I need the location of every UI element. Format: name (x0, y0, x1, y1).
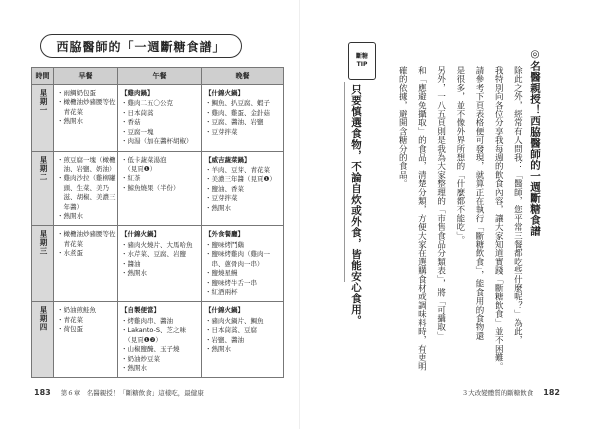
day-cell (32, 85, 54, 152)
day-label: 星期四 (38, 306, 48, 332)
breakfast-cell (54, 302, 118, 378)
meal-item: ・熱開水 (205, 345, 231, 354)
section-heading (528, 48, 543, 237)
day-cell (32, 151, 54, 226)
meal-item: ・青花菜 (57, 315, 83, 324)
meal-item: ・豬肉火鍋片、鯛魚 (205, 316, 264, 325)
meal-item: ・紅茶 (121, 174, 141, 183)
meal-item: ・肉湯（加在醬杯胡椒） (121, 137, 193, 146)
left-footer-text: 第６章 名醫親授！「斷糖飲食」這樣吃，最健康 (60, 389, 204, 397)
dinner-cell (202, 151, 284, 226)
meal-item: ・美濃三年醬（見頁❶） (205, 175, 276, 184)
header-dinner: 晚餐 (202, 68, 284, 85)
meal-item: ・雞肉、雞蛋、金針菇 (205, 108, 270, 117)
meal-item: ・煎豆腐一塊（橄欖 (57, 155, 116, 164)
lunch-cell (118, 226, 202, 302)
meal-heading: 【外食餐廳】 (205, 230, 244, 239)
body-line: 除此之外，經常有人問我：「醫師，您平常三餐都吃些什麼呢？」為此， (512, 66, 523, 345)
page-title: 西脇醫師的「一週斷糖食譜」 (40, 34, 242, 58)
meal-item: ・熱開水 (121, 269, 147, 278)
meal-item: ・鹽味烤牛舌一串 (205, 278, 257, 287)
meal-item: ・豆腐、醬油、岩鹽 (205, 118, 264, 127)
lunch-cell (118, 302, 202, 378)
meal-item: 年醬） (57, 202, 83, 211)
meal-item: ・雞肉沙拉（雞柳罐 (57, 174, 116, 183)
weekly-menu-table (31, 67, 284, 378)
meal-item: ・水煮蛋 (57, 249, 83, 258)
right-footer-text: ３大改變體質的斷糖飲食 (461, 389, 534, 397)
meal-item: ・熱開水 (205, 203, 231, 212)
meal-item: ・日本茼蒿 (121, 108, 154, 117)
meal-item: ・鹽味烤鬥鷄 (205, 240, 244, 249)
meal-item: 頭、生菜、美乃 (57, 183, 109, 192)
meal-item: 滋、胡椒、美濃三 (57, 193, 116, 202)
table-row (32, 85, 284, 152)
body-line: 另外，一八五頁則是我為大家整理的「市售食品分類表」，將「可攝取」 (435, 66, 446, 341)
body-line: 確的依據，避開含糖分的食品。 (397, 66, 408, 188)
meal-item: ・岩鹽、醬油 (205, 335, 244, 344)
meal-item: ・鹽味烤雞肉（雞肉一 (205, 250, 270, 259)
meal-item: ・山椒鹽醃、玉子燒 (121, 345, 180, 354)
meal-item: ・烤雞肉串、醬油 (121, 316, 173, 325)
meal-item: ・日本茼蒿、豆腐 (205, 326, 257, 335)
table-row (32, 226, 284, 302)
right-footer (462, 388, 560, 397)
meal-item: ・荷包蛋 (57, 325, 83, 334)
meal-item: ・雨鯛奶包蛋 (57, 89, 96, 97)
meal-heading: 【自製便當】 (121, 306, 160, 315)
meal-item: ・豆腐一塊 (121, 127, 154, 136)
left-page-number: 183 (34, 388, 51, 397)
meal-item: ・羊肉、豆芽、青花菜 (205, 165, 270, 174)
meal-item: ・香菇 (121, 118, 141, 127)
meal-item: ・奶油煎鮭魚 (57, 306, 96, 315)
meal-heading: 【什錦火鍋】 (205, 89, 244, 97)
breakfast-cell (54, 85, 118, 152)
left-footer (34, 388, 204, 397)
day-label: 星期二 (38, 155, 48, 182)
meal-item: ・Lakanto-S、芝之味 (121, 326, 186, 335)
breakfast-cell (54, 151, 118, 226)
body-text (390, 66, 524, 396)
tip-label-box (348, 42, 376, 80)
meal-item: ・熱開水 (121, 363, 147, 372)
meal-item: 油、岩鹽、奶油） (57, 164, 116, 173)
meal-item: ・豆芽拌菜 (205, 127, 238, 136)
meal-heading: 【什錦火鍋】 (121, 230, 160, 239)
meal-item: 青花菜 (57, 239, 83, 248)
heading-text: 名醫親授！西脇醫師的一週斷糖食譜 (529, 60, 541, 237)
meal-item: ・豆芽拌菜 (205, 194, 238, 203)
right-page-number: 182 (543, 388, 560, 397)
dinner-cell (202, 302, 284, 378)
heading-bullet-icon: ◎ (529, 48, 541, 61)
tip-label-line2: TIP (356, 61, 368, 68)
day-cell (32, 226, 54, 302)
body-line: 是很多，並不像外界所想的「什麼都不能吃」。 (454, 66, 465, 245)
table-header-row (32, 68, 284, 85)
meal-item: ・豬肉火燒片、大馬哈魚 (121, 240, 193, 249)
dinner-cell (202, 226, 284, 302)
meal-item: （見頁❶） (121, 164, 157, 173)
table-row (32, 302, 284, 378)
tip-label-line1: 斷糖 (355, 53, 368, 61)
meal-item: ・醬油 (121, 259, 141, 268)
meal-heading: 【雞肉鍋】 (121, 89, 154, 97)
meal-item: ・鹽油、香菜 (205, 184, 244, 193)
meal-item: ・橄欖油炒豬腰等佐 (57, 230, 116, 239)
table-row (32, 151, 284, 226)
header-breakfast: 早餐 (54, 68, 118, 85)
meal-item: ・水芹菜、豆腐、岩鹽 (121, 250, 186, 259)
body-line: 和「應避免攝取」的食品，清楚分類，方便大家在選購食材或調味料時，有更明 (416, 66, 427, 371)
meal-item: （見頁❶❷） (121, 335, 162, 344)
lunch-cell (118, 151, 202, 226)
breakfast-cell (54, 226, 118, 302)
meal-item: ・鯨魚燒果（半份） (121, 183, 180, 192)
meal-item: ・紅酒兩杯 (205, 288, 238, 297)
header-lunch: 午餐 (118, 68, 202, 85)
dinner-cell (202, 85, 284, 152)
body-line: 我特別向各位分享我每週的飲食內容，讓大家知道實踐「斷糖飲食」並不困難。 (493, 66, 504, 371)
tip-text: 只要慎選食物，不論自炊或外食，皆能安心食用。 (350, 84, 362, 326)
meal-item: ・雞肉二五〇公克 (121, 99, 173, 108)
day-label: 星期一 (38, 89, 48, 115)
meal-item: ・奶油炒豆菜 (121, 354, 160, 363)
day-label: 星期三 (38, 230, 48, 256)
meal-item: ・鹽燒星鰻 (205, 269, 238, 278)
tip-divider (344, 82, 345, 282)
lunch-cell (118, 85, 202, 152)
meal-item: ・熱開水 (57, 212, 83, 221)
day-cell (32, 302, 54, 378)
meal-heading: 【什錦火鍋】 (205, 306, 244, 315)
meal-item: 串、蔥骨肉一串） (205, 259, 264, 268)
meal-item: ・鯛魚、扒豆腐、蝦子 (205, 99, 270, 108)
header-time: 時間 (32, 68, 54, 85)
meal-item: ・低卡蔬菜湯泡 (121, 155, 167, 164)
meal-item: ・橄欖油炒豬腰等佐 (57, 98, 116, 107)
meal-item: ・熱開水 (57, 117, 83, 126)
body-line: 請參考下頁表格便可發現，就算正在執行「斷糖飲食」，能食用的食物還 (474, 66, 485, 341)
meal-item: 青花菜 (57, 107, 83, 116)
meal-heading: 【威吉蔬菜鍋】 (205, 155, 251, 164)
